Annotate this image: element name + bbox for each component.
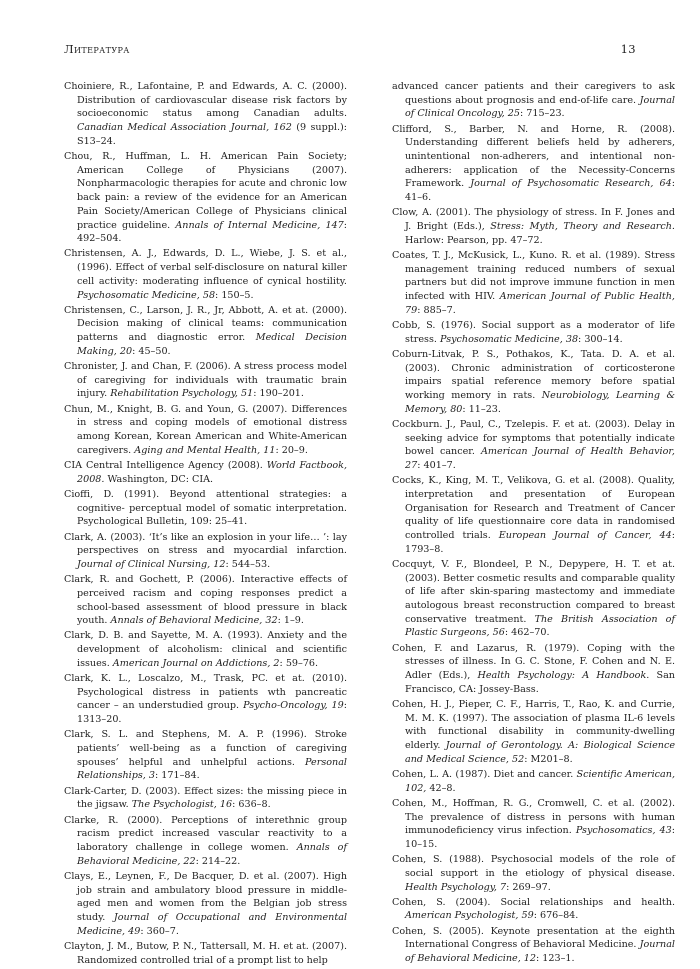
reference-source: Personal Relationships, 3 bbox=[77, 756, 347, 782]
reference-text: Chou, R., Huffman, L. H. American Pain Society; American College of Physicians (2007). Nonpharmacologic therapies for acute and chronic low back pain: a review of the evidence for an American Pain Society/American College of Physicians clinical practice guideline. bbox=[64, 151, 347, 231]
reference-entry bbox=[64, 728, 347, 783]
reference-pages: : 269–97. bbox=[506, 881, 551, 893]
reference-pages: : M201–8. bbox=[524, 753, 573, 765]
reference-entry bbox=[392, 206, 675, 247]
reference-text: Clifford, S., Barber, N. and Horne, R. (2008). Understanding different beliefs held by adherers, unintentional non-adherers, and intentional non-adherers: application of the Necessity-Concerns Framework. bbox=[392, 123, 675, 190]
reference-text: Chronister, J. and Chan, F. (2006). A stress process model of caregiving for individuals with traumatic brain injury. bbox=[64, 361, 347, 400]
reference-source: Journal of Psychosomatic Research, 64 bbox=[470, 178, 672, 190]
reference-text: Clarke, R. (2000). Perceptions of interethnic group racism predict increased vascular reactivity to a laboratory challenge in college women. bbox=[64, 814, 347, 853]
reference-text: CIA Central Intelligence Agency (2008). bbox=[64, 459, 267, 471]
reference-text: Cohen, S. (1988). Psychosocial models of the role of social support in the etiology of physical disease. bbox=[392, 854, 675, 879]
reference-source: American Psychologist, 59 bbox=[405, 910, 534, 922]
running-header bbox=[64, 42, 636, 60]
reference-pages: : 171–84. bbox=[155, 770, 200, 782]
reference-entry bbox=[64, 150, 347, 246]
reference-source: Journal of Clinical Nursing, 12 bbox=[77, 558, 226, 570]
reference-source: American Journal of Public Health, 79 bbox=[405, 291, 675, 316]
reference-entry bbox=[64, 785, 347, 812]
reference-source: Psycho-Oncology, 19 bbox=[243, 700, 344, 712]
reference-entry bbox=[392, 853, 675, 894]
reference-text: Cocks, K., King, M. T., Velikova, G. et al. (2008). Quality, interpretation and presentation of European Organisation for Research and Treatment of Cancer quality of life questionnaire core data in randomised controlled trials. bbox=[392, 475, 675, 541]
reference-pages: : 462–70. bbox=[504, 627, 550, 639]
reference-source: Annals of Behavioral Medicine, 22 bbox=[77, 841, 347, 867]
reference-pages: : 636–8. bbox=[232, 799, 271, 811]
reference-pages: : 11–23. bbox=[462, 403, 501, 415]
reference-text: Clark-Carter, D. (2003). Effect sizes: the missing piece in the jigsaw. bbox=[64, 785, 347, 811]
reference-text: Coates, T. J., McKusick, L., Kuno. R. et al. (1989). Stress management training reduced numbers of sexual partners but did not improve immune function in men infected with HIV. bbox=[392, 249, 675, 303]
reference-pages: : 1313–20. bbox=[77, 700, 347, 726]
reference-text: Christensen, C., Larson, J. R., Jr, Abbott, A. et at. (2000). Decision making of clinical teams: communication patterns and diagnostic error. bbox=[64, 304, 347, 344]
reference-entry bbox=[392, 797, 675, 852]
reference-text: Clays, E., Leynen, F., De Bacquer, D. et al. (2007). High job strain and ambulatory blood pressure in middle-aged men and women from the Belgian job stress study. bbox=[64, 870, 347, 923]
reference-pages: : 214–22. bbox=[195, 855, 241, 867]
reference-entry bbox=[64, 870, 347, 939]
reference-source: Journal of Behavioral Medicine, 12 bbox=[405, 939, 675, 965]
reference-source: Journal of Clinical Oncology, 25 bbox=[405, 94, 675, 120]
reference-entry bbox=[392, 474, 675, 556]
reference-pages: : 885–7. bbox=[417, 304, 456, 316]
reference-text: advanced cancer patients and their caregivers to ask questions about prognosis and end-of-life care. bbox=[392, 81, 675, 106]
reference-pages: : 360–7. bbox=[140, 925, 179, 937]
reference-pages: : 401–7. bbox=[417, 459, 456, 471]
reference-entry bbox=[64, 304, 347, 359]
reference-pages: : 1793–8. bbox=[405, 530, 675, 555]
reference-entry bbox=[392, 249, 675, 318]
reference-text: Coburn-Litvak, P. S., Pothakos, K., Tata. D. A. et al. (2003). Chronic administration of corticosterone impairs spatial reference memory before spatial working memory in rats. bbox=[392, 348, 675, 401]
reference-source: Annals of Internal Medicine, 147 bbox=[175, 219, 344, 231]
reference-pages: : 59–76. bbox=[279, 657, 319, 669]
reference-text: Clark, R. and Gochett, P. (2006). Interactive effects of perceived racism and coping responses predict a school-based assessment of blood pressure in black youth. bbox=[64, 574, 347, 627]
references-column-right bbox=[392, 80, 675, 967]
reference-entry bbox=[392, 319, 675, 346]
reference-entry bbox=[392, 925, 675, 966]
reference-text: Cohen, M., Hoffman, R. G., Cromwell, C. et al. (2002). The prevalence of distress in persons with human immunodeficiency virus infection. bbox=[392, 797, 675, 837]
reference-pages: : 492–504. bbox=[77, 219, 347, 245]
reference-source: American Journal on Addictions, 2 bbox=[112, 657, 280, 669]
reference-source: Stress: Myth, Theory and Research. bbox=[490, 221, 675, 233]
reference-pages: : 45–50. bbox=[132, 345, 171, 357]
reference-text: Christensen, A. J., Edwards, D. L., Wiebe, J. S. et al., (1996). Effect of verbal self-disclosure on natural killer cell activity: moderating influence of cynical hostility. bbox=[64, 248, 347, 287]
reference-source: Aging and Mental Health, 11 bbox=[134, 444, 276, 456]
reference-text: Clark, K. L., Loscalzo, M., Trask, PC. et at. (2010). Psychological distress in patients wth pancreatic cancer – an understudied group. bbox=[64, 673, 347, 712]
reference-pages: : 41–6. bbox=[405, 178, 675, 204]
reference-source: Canadian Medical Association Journal, 162 bbox=[77, 122, 292, 134]
reference-source: Journal of Occupational and Environmental Medicine, 49 bbox=[77, 911, 348, 937]
reference-pages: Harlow: Pearson, pp. 47–72. bbox=[405, 234, 543, 246]
reference-entry bbox=[64, 940, 347, 967]
reference-pages: San Francisco, CA: Jossey-Bass. bbox=[405, 670, 675, 695]
reference-source: Psychosomatics, 43 bbox=[575, 825, 672, 837]
reference-source: Psychosomatic Medicine, 58 bbox=[77, 289, 216, 301]
reference-source: Rehabilitation Psychology, 51 bbox=[110, 388, 254, 400]
reference-entry bbox=[64, 488, 347, 529]
reference-entry bbox=[64, 573, 347, 628]
reference-entry bbox=[392, 698, 675, 767]
reference-source: Annals of Behavioral Medicine, 32 bbox=[110, 615, 278, 627]
reference-entry bbox=[64, 80, 347, 149]
reference-entry bbox=[392, 80, 675, 121]
reference-entry bbox=[392, 768, 675, 795]
reference-text: Cohen, S. (2004). Social relationships and health. bbox=[392, 896, 675, 908]
reference-pages: : 123–1. bbox=[536, 953, 575, 965]
reference-entry bbox=[64, 459, 347, 486]
reference-text: Clark, D. B. and Sayette, M. A. (1993). Anxiety and the development of alcoholism: clinical and scientific issues. bbox=[64, 630, 347, 669]
reference-text: Choiniere, R., Lafontaine, P. and Edwards, A. C. (2000). Distribution of cardiovascular disease risk factors by socioeconomic status among Canadian adults. bbox=[64, 81, 347, 120]
reference-entry bbox=[64, 672, 347, 727]
reference-entry bbox=[392, 123, 675, 205]
reference-source: The British Association of Plastic Surgeons, 56 bbox=[405, 613, 675, 639]
reference-text: Cohen, H. J., Pieper, C. F., Harris, T., Rao, K. and Currie, M. M. K. (1997). The association of plasma IL-6 levels with functional disability in community-dwelling elderly. bbox=[392, 698, 675, 752]
references-column-left bbox=[64, 80, 347, 969]
reference-source: European Journal of Cancer, 44 bbox=[498, 530, 672, 541]
reference-entry bbox=[64, 360, 347, 401]
reference-entry bbox=[392, 896, 675, 923]
reference-pages: : 715–23. bbox=[519, 108, 565, 120]
reference-text: Cockburn. J., Paul, C., Tzelepis. F. et at. (2003). Delay in seeking advice for symptoms that potentially indicate bowel cancer. bbox=[392, 418, 675, 458]
reference-source: Scientific American, 102, bbox=[405, 768, 676, 794]
reference-pages: Washington, DC: CIA. bbox=[104, 473, 214, 485]
reference-text: Cobb, S. (1976). Social support as a moderator of life stress. bbox=[392, 319, 675, 345]
reference-pages: : 676–84. bbox=[533, 910, 579, 922]
reference-pages: : 544–53. bbox=[225, 558, 271, 570]
reference-source: Health Psychology: A Handbook. bbox=[477, 670, 650, 682]
reference-pages: : 300–14. bbox=[578, 333, 623, 345]
reference-source: Journal of Gerontology. A: Biological Science and Medical Science, 52 bbox=[405, 740, 675, 765]
reference-entry bbox=[392, 348, 675, 417]
reference-text: Cohen, S. (2005). Keynote presentation at the eighth International Congress of Behavioral Medicine. bbox=[392, 925, 675, 951]
reference-source: The Psychologist, 16 bbox=[131, 799, 233, 811]
reference-text: Clow, A. (2001). The physiology of stress. In F. Jones and J. Bright (Eds.), bbox=[392, 207, 675, 233]
reference-entry bbox=[392, 558, 675, 640]
reference-pages: (9 suppl.): S13–24. bbox=[77, 122, 347, 147]
section-title: Литература bbox=[64, 42, 130, 56]
reference-text: Clark, A. (2003). ‘It’s like an explosion in your life… ’: lay perspectives on stress and myocardial infarction. bbox=[64, 531, 347, 557]
reference-pages: 42–8. bbox=[426, 782, 456, 794]
reference-text: Cohen, F. and Lazarus, R. (1979). Coping with the stresses of illness. In G. C. Stone, F. Cohen and N. E. Adler (Eds.), bbox=[392, 642, 675, 682]
reference-entry bbox=[64, 531, 347, 572]
reference-pages: : 1–9. bbox=[277, 615, 304, 627]
reference-text: Cohen, L. A. (1987). Diet and cancer. bbox=[392, 768, 577, 780]
reference-text: Clark, S. L. and Stephens, M. A. P. (1996). Stroke patients’ well-being as a function of caregiving spouses’ helpful and unhelpful actions. bbox=[64, 729, 347, 768]
reference-source: Health Psychology, 7 bbox=[405, 881, 507, 893]
page-number: 13 bbox=[620, 42, 636, 56]
reference-pages: : 20–9. bbox=[275, 444, 308, 456]
reference-entry bbox=[64, 629, 347, 670]
reference-pages: : 150–5. bbox=[215, 289, 254, 301]
reference-text: Chun, M., Knight, B. G. and Youn, G. (2007). Differences in stress and coping models of emotional distress among Korean, Korean American and White-American caregivers. bbox=[64, 403, 347, 456]
reference-source: Neurobiology, Learning & Memory, 80 bbox=[405, 389, 676, 415]
reference-source: American Journal of Health Behavior, 27 bbox=[405, 446, 675, 471]
reference-entry bbox=[392, 418, 675, 473]
reference-entry bbox=[64, 814, 347, 869]
reference-text: Cocquyt, V. F., Blondeel, P. N., Depypere, H. T. et at. (2003). Better cosmetic results and comparable quality of life after skin-sparing mastectomy and immediate autologous breast reconstruction compared to breast conservative treatment. bbox=[392, 558, 675, 625]
reference-source: World Factbook, 2008. bbox=[77, 459, 347, 485]
reference-pages: : 190–201. bbox=[253, 388, 304, 400]
reference-source: Medical Decision Making, 20 bbox=[77, 332, 347, 357]
reference-source: Psychosomatic Medicine, 38 bbox=[440, 333, 579, 345]
reference-text: Clayton, J. M., Butow, P. N., Tattersall, M. H. et at. (2007). Randomized controlled trial of a prompt list to help bbox=[64, 940, 347, 966]
reference-entry bbox=[392, 642, 675, 697]
reference-pages: : 10–15. bbox=[405, 825, 675, 850]
reference-entry bbox=[64, 403, 347, 458]
reference-text: Cioffi, D. (1991). Beyond attentional strategies: a cognitive- perceptual model of somatic interpretation. Psychological Bulletin, 109: 25–41. bbox=[64, 488, 347, 528]
reference-entry bbox=[64, 247, 347, 302]
